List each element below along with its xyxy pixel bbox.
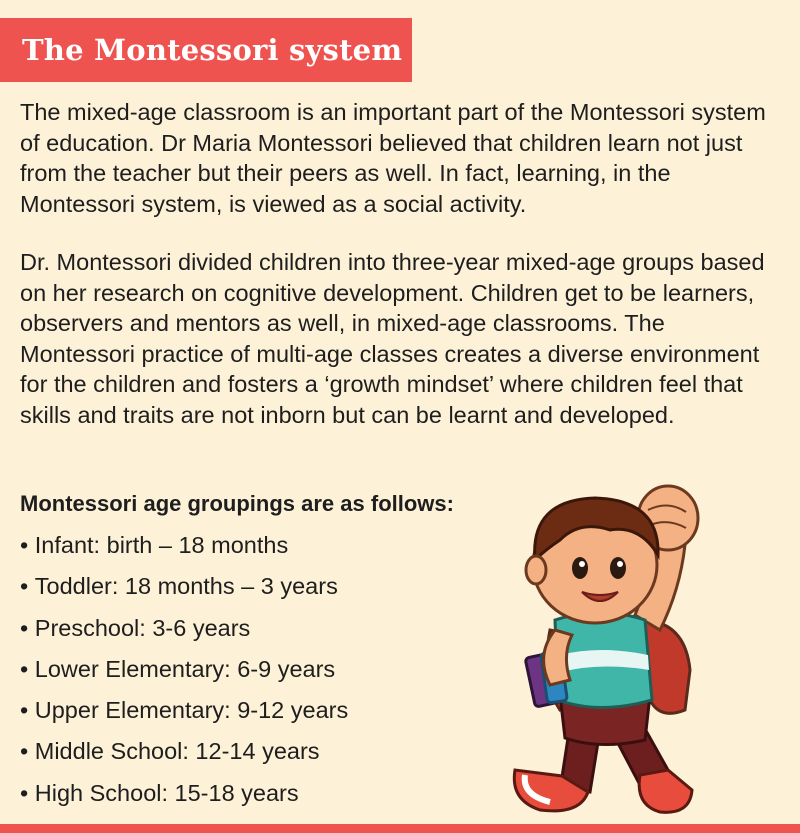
list-item: • Middle School: 12-14 years — [20, 736, 348, 777]
right-shoe — [639, 770, 692, 812]
age-groupings-list — [20, 530, 348, 819]
bottom-border — [0, 824, 800, 833]
eye — [610, 557, 626, 579]
list-item: • Upper Elementary: 9-12 years — [20, 695, 348, 736]
list-item: • Toddler: 18 months – 3 years — [20, 571, 348, 612]
boy-illustration — [500, 470, 800, 830]
list-item: • High School: 15-18 years — [20, 778, 348, 819]
intro-paragraph: The mixed-age classroom is an important part of the Montessori system of education. Dr Maria Montessori believed that children learn not just from the teacher but their peers as well. In fact, learning, in the Montessori system, is viewed as a social activity. — [20, 99, 766, 217]
lower-arm — [544, 630, 572, 685]
list-item: • Lower Elementary: 6-9 years — [20, 654, 348, 695]
eye — [572, 557, 588, 579]
page-title: The Montessori system — [22, 33, 403, 67]
list-item: • Infant: birth – 18 months — [20, 530, 348, 571]
title-banner — [0, 18, 412, 82]
detail-paragraph: Dr. Montessori divided children into three-year mixed-age groups based on her research on cognitive development. Children get to be learners, observers and mentors as well, in mixed-age classrooms. The Montessori practice of multi-age classes creates a diverse environment for the children and fosters a ‘growth mindset’ where children feel that skills and traits are not inborn but can be learnt and developed. — [20, 249, 765, 428]
list-item: • Preschool: 3-6 years — [20, 613, 348, 654]
age-groupings-heading: Montessori age groupings are as follows: — [20, 491, 454, 516]
